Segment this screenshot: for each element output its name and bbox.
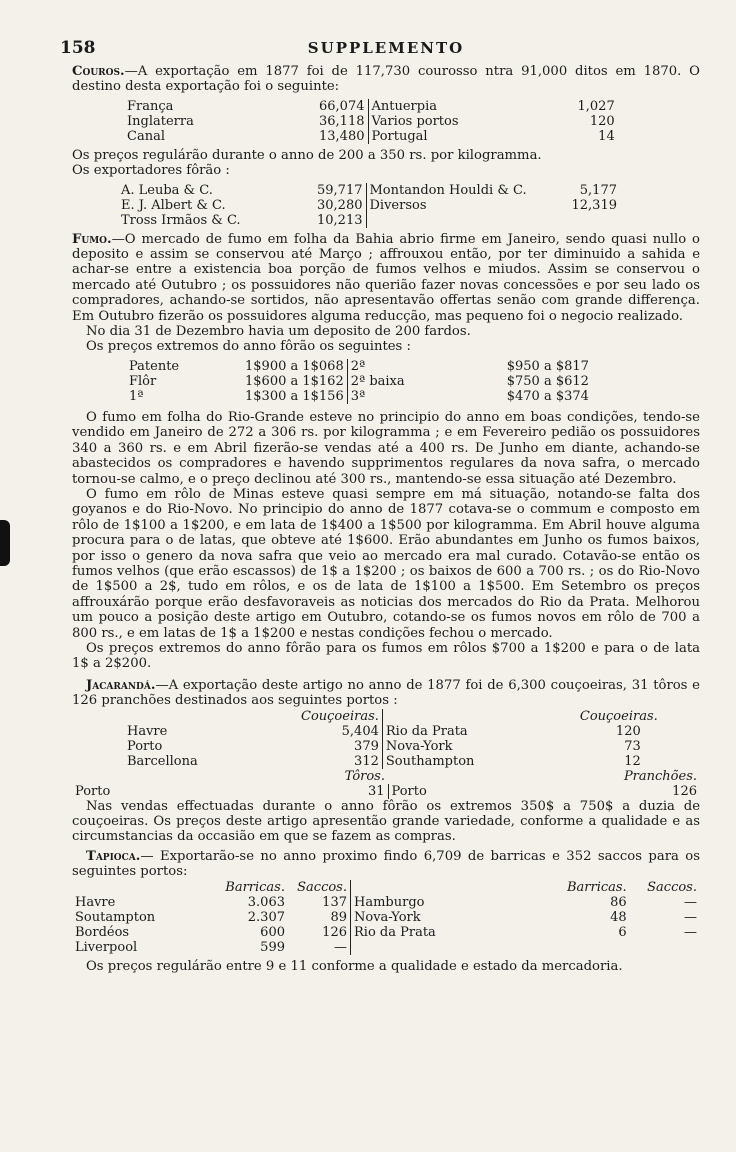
table-row: Flôr 1$600 a 1$162 2ª baixa $750 a $612 <box>129 373 589 389</box>
page-number: 158 <box>60 38 96 58</box>
fumo-minas: O fumo em rôlo de Minas esteve quasi sempre em má situação, notando-se falta dos goyanos e do Rio-Novo. No principio do anno de 1877 cotava-se o commum e composto em rôlo de 1$100 a 1$200, e em lata de 1$400 a 1$500 por kilogramma. Em Abril houve alguma procura para o de latas, que obteve até 1$600. Erão abundantes em Junho os fumos baixos, por isso o genero da nova safra que veio ao mercado era mal curado. Cotavão-se então os fumos velhos (que erão escassos) de 1$ a 1$200 ; os baixos de 600 a 700 rs. ; os do Rio-Novo de 1$500 a 2$, tudo em rôlos, e os de lata de 1$100 a 1$500. Em Setembro os preços affrouxárão porque erão desfavoraveis as noticias dos mercados do Rio da Prata. Melhorou um pouco a posição deste artigo em Outubro, cotando-se os fumos novos em rôlo de 700 a 800 rs., e em latas de 1$ a 1$200 e nestas condições fechou o mercado. <box>72 486 700 641</box>
table-row: A. Leuba & C. 59,717 Montandon Houldi & C. 5,177 <box>121 182 617 198</box>
tapioca-prices: Os preços regulárão entre 9 e 11 conforme a qualidade e estado da mercadoria. <box>86 958 623 974</box>
fumo-prices-intro: Os preços extremos do anno fôrão os seguintes : <box>86 339 411 355</box>
table-header-row: Tôros. Pranchões. <box>344 768 697 784</box>
table-row: Inglaterra 36,118 Varios portos 120 <box>127 113 615 129</box>
running-head: SUPPLEMENTO <box>307 39 465 57</box>
table-row: E. J. Albert & C. 30,280 Diversos 12,319 <box>121 197 617 213</box>
tapioca-table <box>72 880 700 955</box>
document-page <box>60 38 700 974</box>
table-row: Liverpool 599 — <box>72 940 700 955</box>
table-row: Tross Irmãos & C. 10,213 <box>118 213 620 228</box>
couros-exporters-table <box>118 183 620 228</box>
couros-prices: Os preços regulárão durante o anno de 200 a 350 rs. por kilogramma. <box>72 147 542 163</box>
couros-exporters-intro: Os exportadores fôrão : <box>72 163 230 179</box>
fumo-rio-grande: O fumo em folha do Rio-Grande esteve no principio do anno em boas condições, tendo-se vendido em Janeiro de 272 a 306 rs. por kilogramma ; e em Fevereiro pedião os possuidores 340 a 360 rs. e em Abril fizerão-se vendas até a 400 rs. De Junho em diante, achando-se abastecidos os compradores e havendo supprimentos regulares da nova safra, o mercado tornou-se calmo, e o preço declinou até 300 rs., mantendo-se essa situação até Dezembro. <box>72 409 700 487</box>
table-row: 1ª 1$300 a 1$156 3ª $470 a $374 <box>129 388 589 404</box>
jacaranda-table <box>124 709 661 769</box>
couros-text1: —A exportação em 1877 foi de 117,730 courosso ntra 91,000 ditos em 1870. O destino desta exportação foi o seguinte: <box>72 64 700 95</box>
table-row: França 66,074 Antuerpia 1,027 <box>127 98 615 114</box>
table-row: Porto 31 Porto 126 <box>75 783 697 799</box>
jacaranda-prices: Nas vendas effectuadas durante o anno fôrão os extremos 350$ a 750$ a duzia de couçoeiras. Os preços deste artigo apresentão grande variedade, conforme a qualidade e as circumstancias da occasião em que se fazem as compras. <box>72 798 700 845</box>
fumo-prices-table <box>126 359 592 404</box>
table-row: Porto 379 Nova-York 73 <box>127 738 641 754</box>
fumo-deposit: No dia 31 de Dezembro havia um deposito de 200 fardos. <box>86 324 471 340</box>
couros-destination-table <box>124 99 618 144</box>
jacaranda-text1: —A exportação deste artigo no anno de 1877 foi de 6,300 couçoeiras, 31 tôros e 126 pranchões destinados aos seguintes portos : <box>72 677 700 709</box>
tapioca-lead: Tapioca. <box>86 848 141 864</box>
table-row: Bordéos 600 126 Rio da Prata 6 — <box>75 924 697 940</box>
tapioca-text1: — Exportarão-se no anno proximo findo 6,709 de barricas e 352 saccos para os seguintes portos: <box>72 848 700 880</box>
fumo-lead: Fumo. <box>72 231 112 247</box>
table-row: Havre 5,404 Rio da Prata 120 <box>127 723 641 739</box>
fumo-paragraph <box>72 232 700 324</box>
fumo-extremes: Os preços extremos do anno fôrão para os fumos em rôlos $700 a 1$200 e para o de lata 1$ a 2$200. <box>72 640 700 672</box>
fumo-text1: —O mercado de fumo em folha da Bahia abrio firme em Janeiro, sendo quasi nullo o deposito e assim se conservou até Março ; affrouxou então, por ter diminuido a sahida e achar-se entre a existencia boa porção de fumos velhos e miudos. Assim se conservou o mercado até Outubro ; os possuidores não querião fazer novas concessões e por seu lado os compradores, achando-se sortidos, não apresentavão offertas senão com grande differença. Em Outubro fizerão os possuidores alguma reducção, mas pequeno foi o negocio realizado. <box>72 231 700 324</box>
jacaranda-paragraph <box>72 678 700 709</box>
table-header-row: Barricas. Saccos. Barricas. Saccos. <box>225 879 697 895</box>
couros-paragraph <box>72 64 700 95</box>
jacaranda-lead: Jacarandá. <box>86 677 156 693</box>
table-row: Canal 13,480 Portugal 14 <box>127 128 615 144</box>
table-row: Barcellona 312 Southampton 12 <box>127 753 641 769</box>
page-header <box>60 38 700 64</box>
table-header-row: Couçoeiras. Couçoeiras. <box>124 709 661 724</box>
table-row: Patente 1$900 a 1$068 2ª $950 a $817 <box>129 358 589 374</box>
binding-mark <box>0 520 10 566</box>
table-row: Havre 3.063 137 Hamburgo 86 — <box>75 894 697 910</box>
couros-lead: Couros. <box>72 64 125 79</box>
tapioca-paragraph <box>72 849 700 880</box>
jacaranda-toros-table <box>72 769 700 799</box>
table-row: Soutampton 2.307 89 Nova-York 48 — <box>75 909 697 925</box>
